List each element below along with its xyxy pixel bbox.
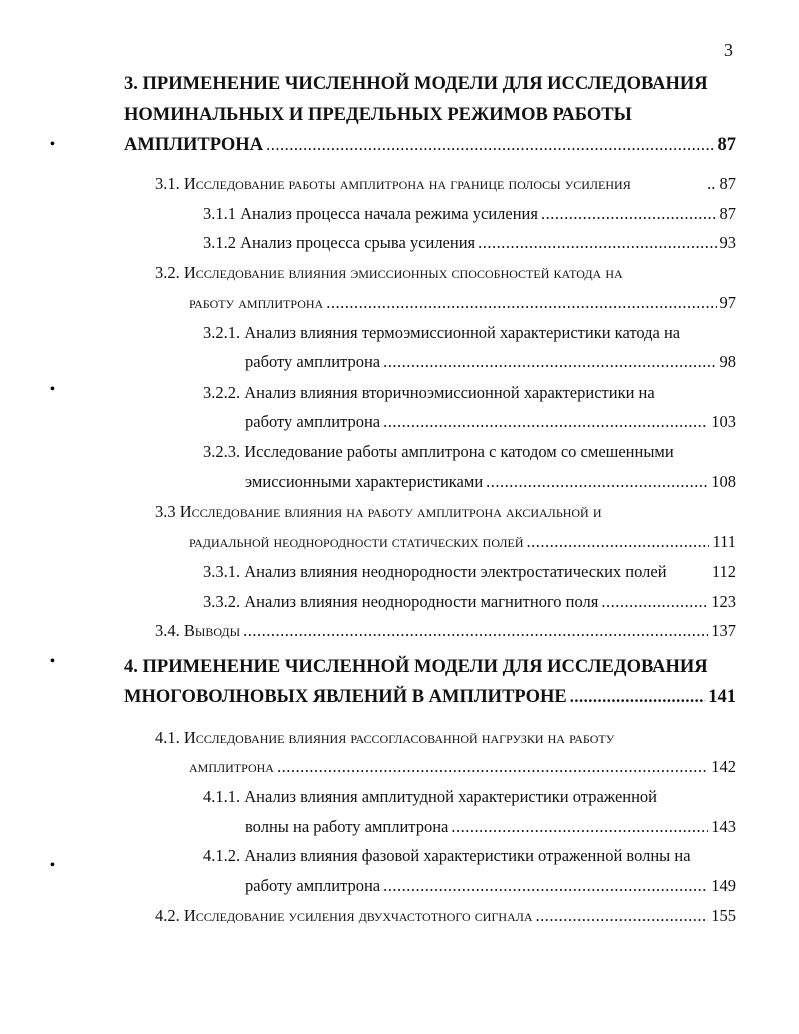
dot-leader: [243, 620, 708, 642]
dot-leader: [527, 531, 710, 553]
page-ref: 103: [711, 412, 736, 431]
toc-entry-text: 3.3 Исследование влияния на работу амплитрона аксиальной и: [155, 502, 602, 521]
page-ref: 87: [719, 204, 736, 223]
toc-entry-3-3-1[interactable]: [203, 561, 736, 583]
toc-entry-4-1[interactable]: [189, 756, 736, 778]
margin-mark: •: [50, 858, 55, 873]
page-ref: 87: [717, 135, 736, 155]
toc-entry-text: работу амплитрона: [245, 876, 381, 895]
toc-entry-3-1[interactable]: [155, 173, 736, 195]
toc-entry-text: 3.2.3. Исследование работы амплитрона с катодом со смешенными: [203, 442, 674, 461]
toc-entry-3-2-2-line1: [203, 382, 655, 404]
toc-entry-3-1-1[interactable]: [203, 203, 736, 225]
toc-entry-text: волны на работу амплитрона: [245, 817, 449, 836]
page-ref: 98: [719, 352, 736, 371]
toc-entry-text: работу амплитрона: [189, 293, 324, 312]
toc-entry-3-4[interactable]: [155, 620, 736, 642]
toc-entry-4-1-1[interactable]: [245, 816, 736, 838]
toc-entry-text: 3.2.1. Анализ влияния термоэмиссионной характеристики катода на: [203, 323, 681, 342]
page-ref: 149: [711, 876, 736, 895]
dot-leader: [383, 351, 716, 373]
dot-leader: [601, 591, 708, 613]
toc-entry-text: 3.1.2 Анализ процесса срыва усиления: [203, 233, 476, 252]
toc-entry-text: 4.1. Исследование влияния рассогласованной нагрузки на работу: [155, 728, 615, 747]
page-ref: 108: [711, 472, 736, 491]
toc-entry-3-3-2[interactable]: [203, 591, 736, 613]
toc-entry-4-1-1-line1: [203, 786, 657, 808]
page-ref: 111: [712, 532, 736, 551]
toc-entry-3-3[interactable]: [189, 531, 736, 553]
page-ref: 141: [708, 687, 736, 707]
dot-leader: [383, 411, 708, 433]
dot-leader: [570, 686, 706, 708]
toc-entry-3-2-1-line1: [203, 322, 680, 344]
chapter-3-title-line2: НОМИНАЛЬНЫХ И ПРЕДЕЛЬНЫХ РЕЖИМОВ РАБОТЫ: [124, 105, 632, 125]
toc-entry-text: 4.2. Исследование усиления двухчастотного сигнала: [155, 906, 533, 925]
toc-entry-3-3-line1: [155, 501, 602, 523]
toc-entry-text: амплитрона: [189, 757, 274, 776]
page-ref: 123: [711, 592, 736, 611]
toc-entry-text: 3.4. Выводы: [155, 621, 241, 640]
toc-entry-3-2-3[interactable]: [245, 471, 736, 493]
toc-entry-text: радиальной неоднородности статических полей: [189, 532, 524, 551]
chapter-4-title-line2: МНОГОВОЛНОВЫХ ЯВЛЕНИЙ В АМПЛИТРОНЕ: [124, 687, 567, 707]
dot-leader: [478, 232, 716, 254]
chapter-4-title-line1: 4. ПРИМЕНЕНИЕ ЧИСЛЕННОЙ МОДЕЛИ ДЛЯ ИССЛЕДОВАНИЯ: [124, 657, 708, 677]
page-ref: 97: [719, 293, 736, 312]
toc-entry-4-1-2[interactable]: [245, 875, 736, 897]
page-ref: 142: [711, 757, 736, 776]
toc-entry-chapter-4[interactable]: [124, 686, 736, 708]
dot-leader: [266, 134, 714, 156]
toc-entry-chapter-3[interactable]: [124, 134, 736, 156]
toc-entry-text: 3.1.1 Анализ процесса начала режима усиления: [203, 204, 538, 223]
toc-entry-3-2-3-line1: [203, 441, 674, 463]
page-ref: 137: [711, 621, 736, 640]
toc-entry-text: работу амплитрона: [245, 412, 381, 431]
dot-leader: [541, 203, 717, 225]
page-ref: .. 87: [707, 174, 736, 193]
dot-leader: [326, 292, 716, 314]
toc-entry-text: 3.1. Исследование работы амплитрона на границе полосы усиления: [155, 174, 631, 193]
margin-mark: •: [50, 137, 55, 152]
margin-mark: •: [50, 654, 55, 669]
toc-entry-3-2-line1: [155, 262, 623, 284]
chapter-3-title-line1: 3. ПРИМЕНЕНИЕ ЧИСЛЕННОЙ МОДЕЛИ ДЛЯ ИССЛЕДОВАНИЯ: [124, 74, 708, 94]
dot-leader: [536, 905, 709, 927]
toc-entry-3-1-2[interactable]: [203, 232, 736, 254]
toc-entry-4-1-2-line1: [203, 845, 691, 867]
toc-entry-3-2-2[interactable]: [245, 411, 736, 433]
dot-leader: [486, 471, 708, 493]
page-ref: 143: [711, 817, 736, 836]
toc-entry-text: 3.2.2. Анализ влияния вторичноэмиссионной характеристики на: [203, 383, 655, 402]
dot-leader: [277, 756, 708, 778]
page-ref: 93: [719, 233, 736, 252]
margin-mark: •: [50, 382, 55, 397]
toc-entry-4-1-line1: [155, 727, 614, 749]
toc-entry-3-2[interactable]: [189, 292, 736, 314]
toc-entry-text: 3.2. Исследование влияния эмиссионных способностей катода на: [155, 263, 623, 282]
toc-entry-text: 4.1.1. Анализ влияния амплитудной характеристики отраженной: [203, 787, 658, 806]
dot-leader: [451, 816, 708, 838]
toc-entry-4-2[interactable]: [155, 905, 736, 927]
page-number: 3: [724, 40, 733, 60]
toc-entry-3-2-1[interactable]: [245, 351, 736, 373]
toc-entry-text: 3.3.2. Анализ влияния неоднородности магнитного поля: [203, 592, 599, 611]
toc-entry-text: 4.1.2. Анализ влияния фазовой характеристики отраженной волны на: [203, 846, 691, 865]
chapter-3-title-line3: АМПЛИТРОНА: [124, 135, 264, 155]
page-ref: 155: [711, 906, 736, 925]
page-ref: 112: [711, 562, 736, 581]
dot-leader: [383, 875, 708, 897]
toc-entry-text: эмиссионными характеристиками: [245, 472, 484, 491]
toc-entry-text: работу амплитрона: [245, 352, 381, 371]
toc-entry-text: 3.3.1. Анализ влияния неоднородности электростатических полей: [203, 562, 667, 581]
